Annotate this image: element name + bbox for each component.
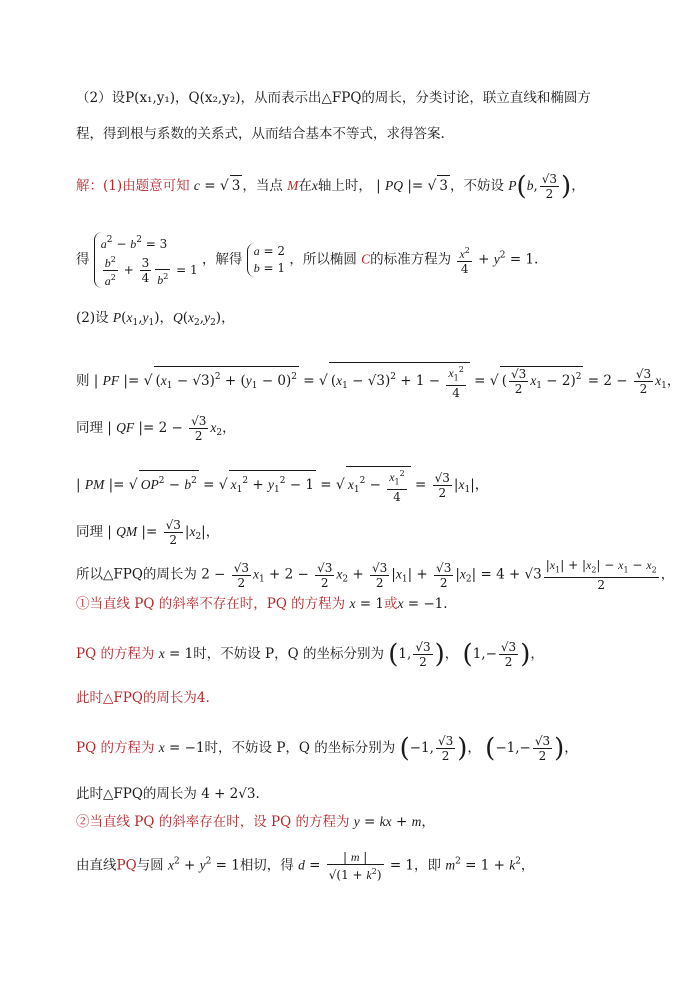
case-1b-result-line: 此时△FPQ的周长为 4 + 2√3. — [76, 786, 260, 802]
text-so-ellipse: ，所以椭圆 — [289, 251, 357, 268]
case-1b-mid: 时，不妨设 P，Q 的坐标分别为 — [204, 740, 396, 756]
text-de: 得 — [76, 251, 90, 268]
case-1a-result-line — [76, 688, 636, 708]
text-solve: ，解得 — [201, 251, 243, 268]
solution-system: a = 2 b = 1 — [247, 243, 285, 277]
analysis-line-2 — [76, 124, 636, 144]
analysis-line-1 — [76, 88, 636, 108]
pm-length-line: | PM |= √ $OP^2 - b^2$ = √ $x_1^2 + y_1^2 - 1$ = √ $x_1^2$ − $\frac{x_1^2}{4}$ = $\frac{√3}{2}$ $|x_1|$， — [76, 466, 636, 504]
text-i-e: ，即 — [414, 857, 442, 874]
tangent-condition-line: 由直线PQ与圆 $x^2 + y^2 = 1$相切，得 d = $\frac{| m |}{√(1 + k^2)}$ = 1，即 $m^2 = 1 + k^2$， — [76, 850, 535, 882]
text-or: 或 — [383, 596, 398, 612]
case-2-text: ②当直线 PQ 的斜率存在时，设 PQ 的方程为 — [76, 814, 350, 830]
text-assume: ，不妨设 — [450, 178, 504, 194]
case-1-text: ①当直线 PQ 的斜率不存在时，PQ 的方程为 — [76, 596, 346, 612]
text-then: 则 — [76, 373, 90, 390]
system-equation-line: 得 $a^2 - b^2 = 3$ $\frac{b^2}{a^2}$ + $\frac{3}{4}$ $b^2$ = 1 ，解得 a = 2 b = 1 ，所以椭圆 C的标准方程为 $\frac{x^2}{4}$ + $y^2 = 1$. — [76, 232, 636, 288]
text-so-perimeter: 所以△FPQ的周长为 — [76, 566, 197, 583]
case-1a-text: PQ 的方程为 — [76, 646, 155, 662]
case-1a-result-value: 4. — [196, 690, 210, 706]
text-tangent: 相切，得 — [239, 857, 294, 874]
text-similarly-1: 同理 — [76, 420, 103, 436]
text-axis: 轴上时， — [317, 178, 372, 194]
text-similarly-2: 同理 — [76, 524, 103, 540]
case-1-line: ①当直线 PQ 的斜率不存在时，PQ 的方程为 x = 1或x = −1. — [76, 596, 448, 612]
analysis-text-2: 程，得到根与系数的关系式，从而结合基本不等式，求得答案. — [76, 126, 445, 142]
part-2-setup-line: (2)设 $P(x_1,y_1)$，$Q(x_2,y_2)$， — [76, 310, 235, 328]
case-1b-line: PQ 的方程为 x = −1时，不妨设 P，Q 的坐标分别为 (−1, $\frac{√3}{2}$ )， (−1,− $\frac{√3}{2}$ )， — [76, 733, 578, 764]
text-when-point: ，当点 — [242, 178, 283, 194]
case-1b-text: PQ 的方程为 — [76, 740, 155, 756]
analysis-text-1: （2）设P(x₁,y₁)，Q(x₂,y₂)，从而表示出△FPQ的周长，分类讨论，联立直线和椭圆方 — [76, 90, 591, 106]
text-pq: PQ — [116, 857, 137, 874]
solution-intro: 解：(1)由题意可知 — [76, 178, 190, 194]
equation-system: $a^2 - b^2 = 3$ $\frac{b^2}{a^2}$ + $\frac{3}{4}$ $b^2$ = 1 — [94, 232, 198, 288]
text-and-circle: 与圆 — [136, 857, 164, 874]
case-1a-line: PQ 的方程为 x = 1时，不妨设 P，Q 的坐标分别为 (1, $\frac{√3}{2}$ )， (1,− $\frac{√3}{2}$ )， — [76, 639, 544, 670]
pf-length-line: 则 | PF |= √ $(x_1 - √3)^2 + (y_1 - 0)^2$ = √ $(x_1 - √3)^2 + 1$ − $\frac{x_1^2}{4}$ = √ ( $\frac{√3}{2}$ $x_1 - 2)^2 = 2$ − $\frac{√3}{2}$ $x_1$， — [76, 362, 636, 400]
case-1a-mid: 时，不妨设 P，Q 的坐标分别为 — [193, 646, 384, 662]
case-2-line: ②当直线 PQ 的斜率存在时，设 PQ 的方程为 y = kx + m， — [76, 814, 435, 830]
perimeter-line: 所以△FPQ的周长为 2 − $\frac{√3}{2}$ $x_1 + 2$ − $\frac{√3}{2}$ $x_2$ + $\frac{√3}{2}$ $|x_1|$ + $\frac{√3}{2}$ $|x_2| = 4 + √3$ $\frac{|x_1| + |x_2| - x_1 - x_2}{2}$ ， — [76, 558, 675, 593]
text-part2-set: (2)设 — [76, 310, 109, 326]
text-standard-eq: 的标准方程为 — [370, 251, 452, 268]
qf-length-line: 同理 | QF |= 2 − $\frac{√3}{2}$ $x_2$， — [76, 414, 236, 443]
text-by-line: 由直线 — [76, 857, 117, 874]
text-on: 在 — [298, 178, 312, 194]
qm-length-line: 同理 | QM |= $\frac{√3}{2}$ $|x_2|$， — [76, 518, 220, 547]
case-1b-result: 此时△FPQ的周长为 — [76, 786, 197, 802]
case-1a-result: 此时△FPQ的周长为 — [76, 690, 197, 706]
solution-part-1-line: 解：(1)由题意可知 c = √ 3 ，当点 M在x轴上时， | PQ |= √ 3 ，不妨设 P(b, $\frac{√3}{2}$ )， — [76, 171, 585, 202]
